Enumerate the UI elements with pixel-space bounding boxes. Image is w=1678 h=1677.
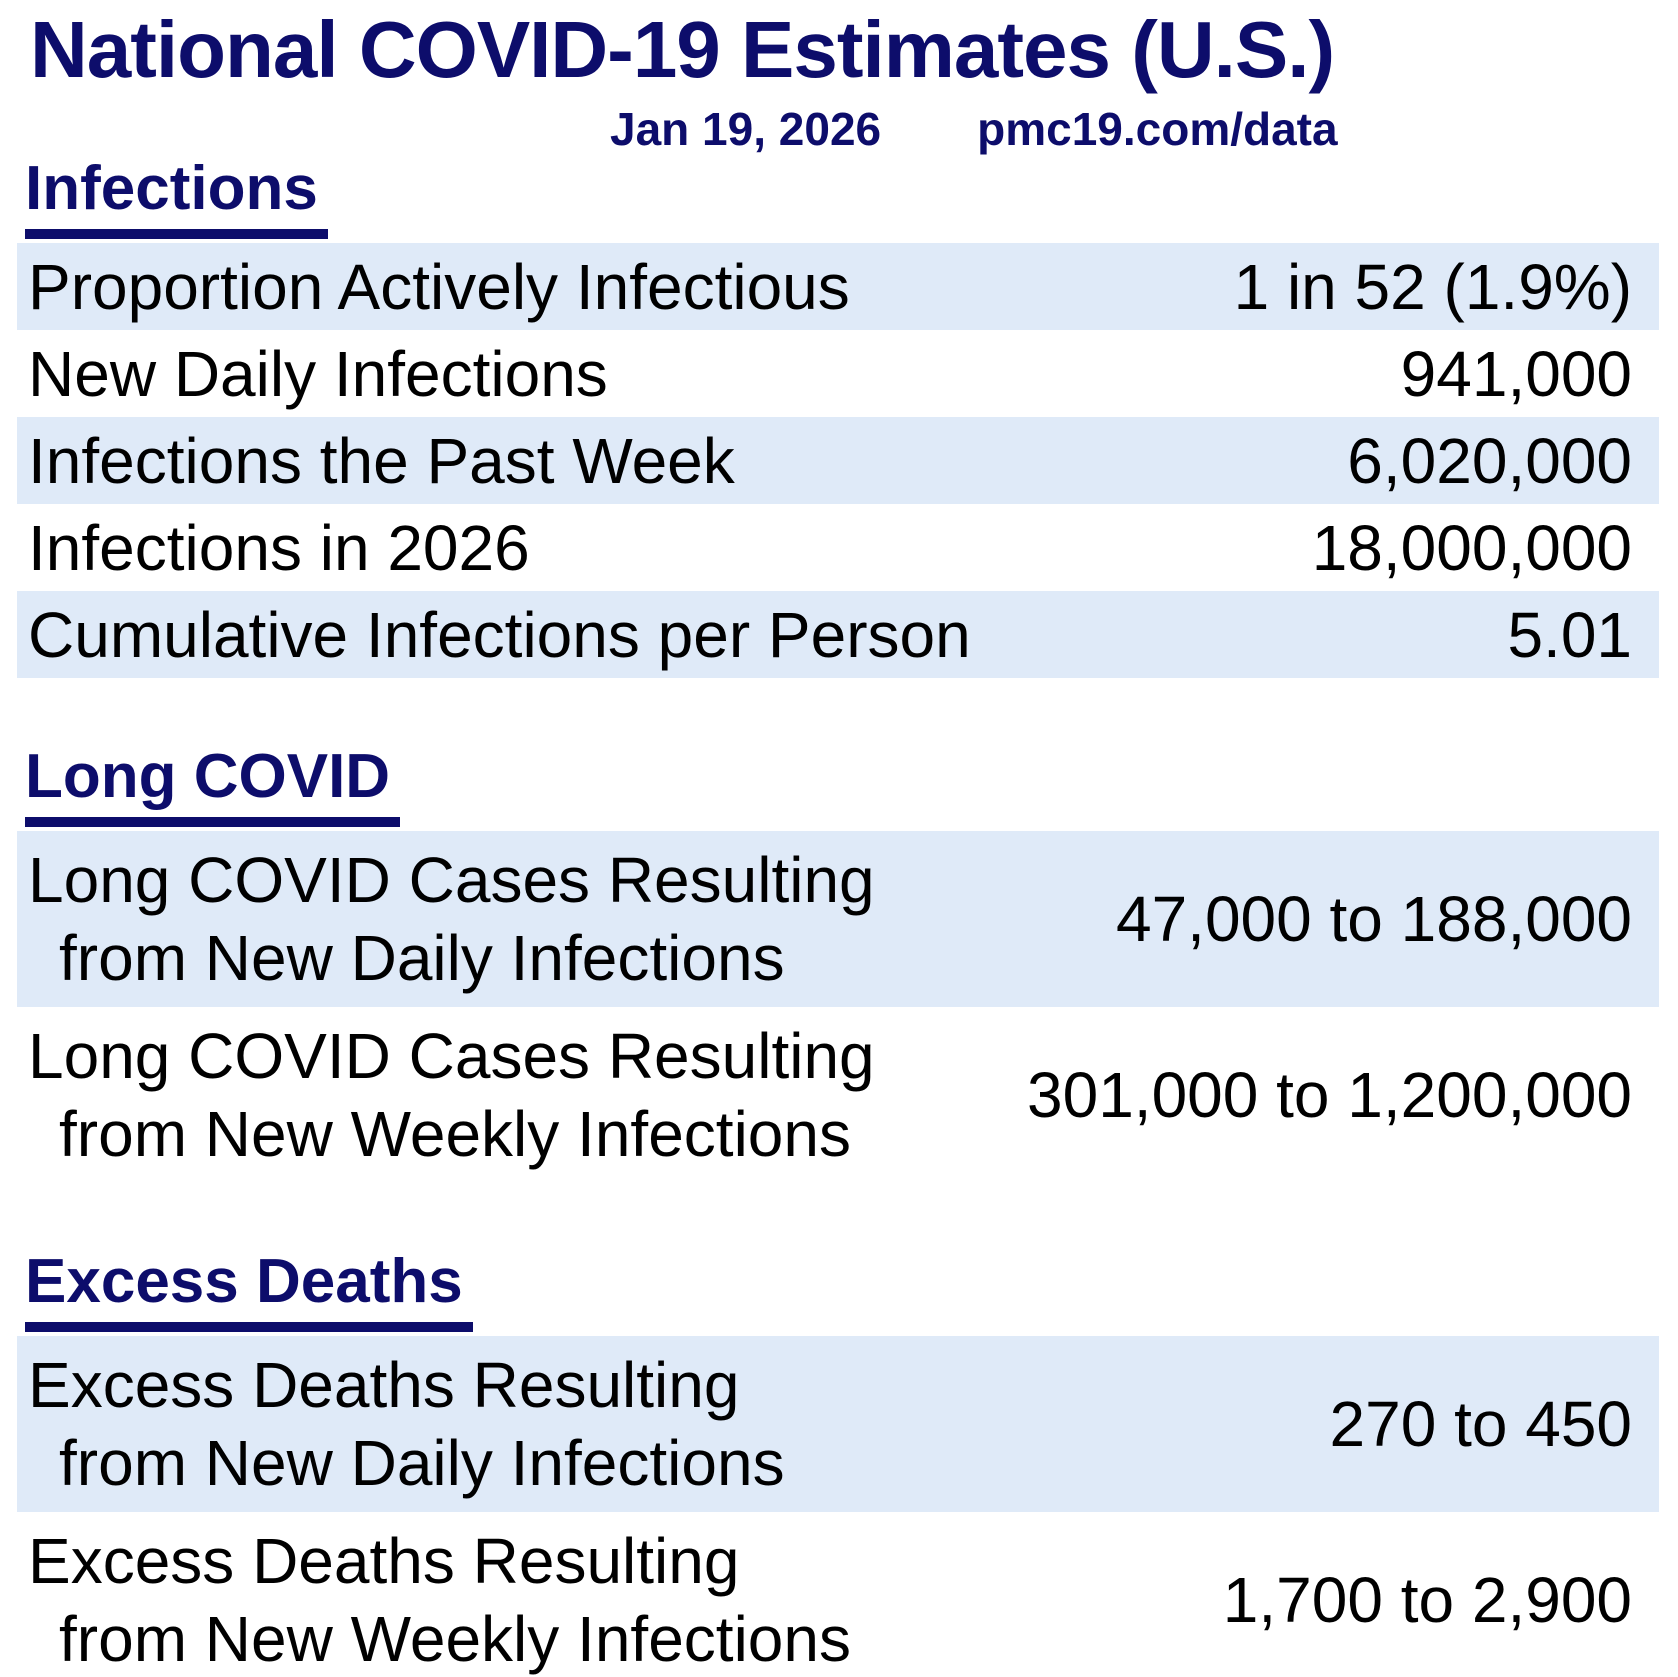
table-row — [17, 831, 1659, 1007]
table-row — [17, 504, 1659, 591]
row-label: New Daily Infections — [28, 337, 608, 410]
section-heading-long-covid — [25, 744, 1678, 827]
table-row — [17, 1336, 1659, 1512]
row-label-line2: from New Weekly Infections — [59, 1098, 851, 1171]
table-row — [17, 330, 1659, 417]
section-heading-excess-deaths — [25, 1249, 1678, 1332]
row-label: Infections the Past Week — [28, 424, 735, 497]
row-label — [28, 1522, 851, 1677]
row-value: 47,000 to 188,000 — [1115, 883, 1632, 956]
row-label — [28, 1017, 875, 1173]
excess-deaths-table — [17, 1336, 1659, 1677]
row-label-line2: from New Daily Infections — [59, 1427, 785, 1500]
row-label: Proportion Actively Infectious — [28, 250, 850, 323]
section-heading-label: Excess Deaths — [25, 1249, 473, 1332]
table-row — [17, 591, 1659, 678]
row-value: 270 to 450 — [1329, 1388, 1632, 1461]
row-label-line1: Excess Deaths Resulting — [28, 1525, 740, 1598]
row-label: Infections in 2026 — [28, 511, 530, 584]
section-heading-label: Infections — [25, 156, 328, 239]
table-row — [17, 1512, 1659, 1677]
row-value: 18,000,000 — [1311, 511, 1632, 584]
page-title: National COVID-19 Estimates (U.S.) — [30, 5, 1335, 94]
table-row — [17, 243, 1659, 330]
row-value: 5.01 — [1507, 598, 1632, 671]
row-label — [28, 841, 875, 997]
infections-table — [17, 243, 1659, 678]
report-date: Jan 19, 2026 — [610, 103, 882, 155]
row-label-line1: Long COVID Cases Resulting — [28, 844, 875, 917]
table-row — [17, 417, 1659, 504]
section-heading-label: Long COVID — [25, 744, 400, 827]
source-url: pmc19.com/data — [977, 103, 1338, 155]
long-covid-table — [17, 831, 1659, 1183]
row-value: 6,020,000 — [1347, 424, 1632, 497]
row-label-line1: Excess Deaths Resulting — [28, 1349, 740, 1422]
section-heading-infections — [25, 156, 1678, 239]
row-value: 1 in 52 (1.9%) — [1233, 250, 1632, 323]
row-label-line2: from New Weekly Infections — [59, 1603, 851, 1676]
row-value: 1,700 to 2,900 — [1222, 1564, 1632, 1637]
row-label-line1: Long COVID Cases Resulting — [28, 1020, 875, 1093]
row-value: 301,000 to 1,200,000 — [1027, 1059, 1632, 1132]
row-value: 941,000 — [1400, 337, 1632, 410]
row-label: Cumulative Infections per Person — [28, 598, 971, 671]
row-label — [28, 1346, 785, 1502]
report-meta — [0, 103, 1678, 155]
table-row — [17, 1007, 1659, 1183]
row-label-line2: from New Daily Infections — [59, 922, 785, 995]
